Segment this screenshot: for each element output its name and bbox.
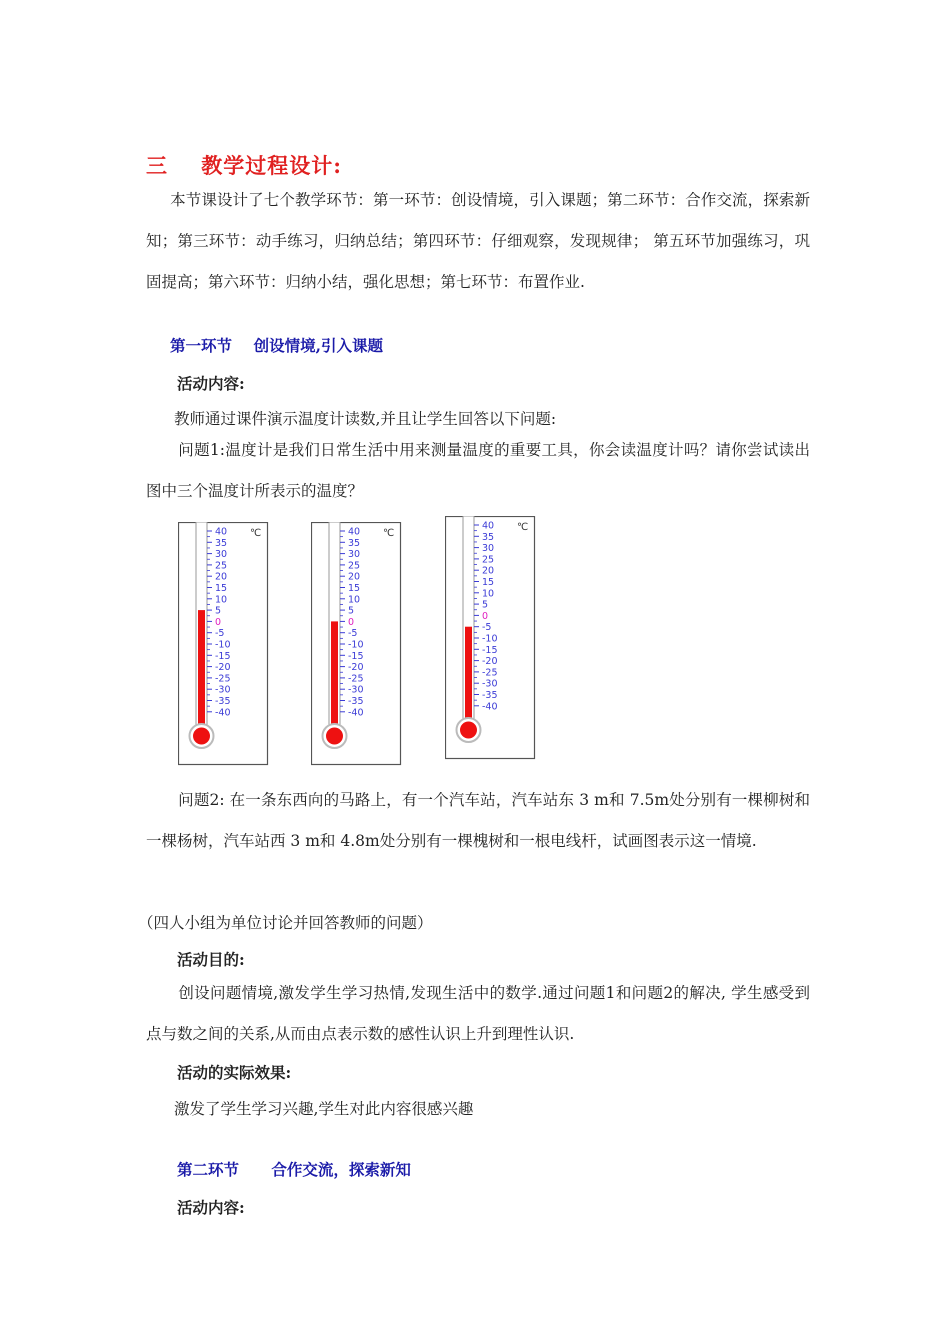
tick-label: -15 <box>215 650 231 662</box>
tick-label: 30 <box>215 549 228 561</box>
mercury-column <box>331 621 338 734</box>
question-2 <box>146 780 810 862</box>
thermometer-2-figure <box>311 522 403 766</box>
tick-label: -30 <box>482 678 498 690</box>
tick-label: 0 <box>348 616 355 628</box>
tick-label: 10 <box>482 588 495 600</box>
tick-label: -20 <box>348 662 364 674</box>
tick-label: 15 <box>348 583 361 594</box>
tick-label: -5 <box>482 622 492 634</box>
tick-label: 40 <box>348 526 361 538</box>
tick-label: -35 <box>215 696 231 707</box>
tick-label: -35 <box>348 696 364 707</box>
activity-content-text: 教师通过课件演示温度计读数,并且让学生回答以下问题: <box>174 410 557 428</box>
mercury-column <box>465 627 472 728</box>
question-1-text: 问题1:温度计是我们日常生活中用来测量温度的重要工具，你会读温度计吗？请你尝试读出图中三个温度计所表示的温度？ <box>146 441 810 500</box>
section-heading: 三 教学过程设计: <box>146 153 342 178</box>
tick-label: -15 <box>348 650 364 662</box>
tick-label: -10 <box>482 633 498 645</box>
tick-label: 25 <box>215 560 228 572</box>
question-1 <box>146 430 810 512</box>
tick-label: 10 <box>348 594 361 606</box>
tick-label: 0 <box>482 610 489 622</box>
mercury-column <box>198 610 205 734</box>
tick-label: 0 <box>215 616 222 628</box>
thermometer-1 <box>178 522 270 770</box>
tick-label: -30 <box>215 684 231 696</box>
group-note: （四人小组为单位讨论并回答教师的问题） <box>138 914 433 932</box>
activity-content-label: 活动内容: <box>177 374 245 393</box>
tick-label: 35 <box>348 537 361 549</box>
tick-label: 25 <box>348 560 361 572</box>
tick-label: 10 <box>215 594 228 606</box>
tick-label: 40 <box>482 520 495 532</box>
tick-label: -25 <box>215 673 231 685</box>
tick-label: 5 <box>482 599 489 611</box>
tick-label: 25 <box>482 554 495 566</box>
tick-label: -10 <box>215 639 231 651</box>
tick-label: -35 <box>482 690 498 701</box>
activity-purpose <box>146 973 810 1055</box>
tick-label: 40 <box>215 526 228 538</box>
tick-label: 30 <box>482 543 495 555</box>
tick-label: 35 <box>482 531 495 543</box>
tick-label: 20 <box>215 571 228 583</box>
activity-effect-label: 活动的实际效果: <box>177 1063 292 1082</box>
tick-label: -20 <box>482 656 498 668</box>
question-2-text: 问题2: 在一条东西向的马路上，有一个汽车站，汽车站东 3 m和 7.5m处分别有一棵柳树和一棵杨树，汽车站西 3 m和 4.8m处分别有一棵槐树和一根电线杆，试画图表示这一情境. <box>146 791 810 850</box>
tick-label: 20 <box>482 565 495 577</box>
section2-content-label: 活动内容: <box>177 1198 245 1217</box>
tick-label: 5 <box>348 605 355 617</box>
thermometer-3 <box>445 516 537 764</box>
intro-text: 本节课设计了七个教学环节：第一环节：创设情境，引入课题；第二环节：合作交流，探索新知；第三环节：动手练习，归纳总结；第四环节：仔细观察，发现规律； 第五环节加强练习，巩固提高；第六环节：归纳小结，强化思想；第七环节：布置作业. <box>146 191 810 291</box>
tick-label: 30 <box>348 549 361 561</box>
tick-label: -15 <box>482 644 498 656</box>
tick-label: -30 <box>348 684 364 696</box>
intro-paragraph <box>146 180 810 303</box>
tick-label: 35 <box>215 537 228 549</box>
tick-label: -40 <box>482 701 498 713</box>
tick-label: -20 <box>215 662 231 674</box>
mercury-bulb <box>460 722 477 739</box>
tick-label: -25 <box>482 667 498 679</box>
mercury-bulb <box>326 728 343 745</box>
unit-label: ℃ <box>517 522 529 533</box>
tick-label: -5 <box>215 628 225 640</box>
activity-effect-text: 激发了学生学习兴趣,学生对此内容很感兴趣 <box>174 1100 474 1118</box>
tick-label: -40 <box>215 707 231 719</box>
section1-title: 第一环节 创设情境,引入课题 <box>170 336 383 355</box>
tick-label: -10 <box>348 639 364 651</box>
tick-label: -25 <box>348 673 364 685</box>
tick-label: -5 <box>348 628 358 640</box>
tick-label: -40 <box>348 707 364 719</box>
mercury-bulb <box>193 728 210 745</box>
tick-label: 5 <box>215 605 222 617</box>
unit-label: ℃ <box>383 528 395 539</box>
tick-label: 15 <box>215 583 228 594</box>
thermometer-3-figure <box>445 516 537 760</box>
activity-purpose-label: 活动目的: <box>177 950 245 969</box>
unit-label: ℃ <box>250 528 262 539</box>
thermometer-2 <box>311 522 403 770</box>
tick-label: 20 <box>348 571 361 583</box>
section2-title: 第二环节 合作交流，探索新知 <box>177 1160 411 1179</box>
tick-label: 15 <box>482 577 495 588</box>
activity-purpose-text: 创设问题情境,激发学生学习热情,发现生活中的数学.通过问题1和问题2的解决, 学生感受到点与数之间的关系,从而由点表示数的感性认识上升到理性认识. <box>146 984 810 1043</box>
thermometer-1-figure <box>178 522 270 766</box>
